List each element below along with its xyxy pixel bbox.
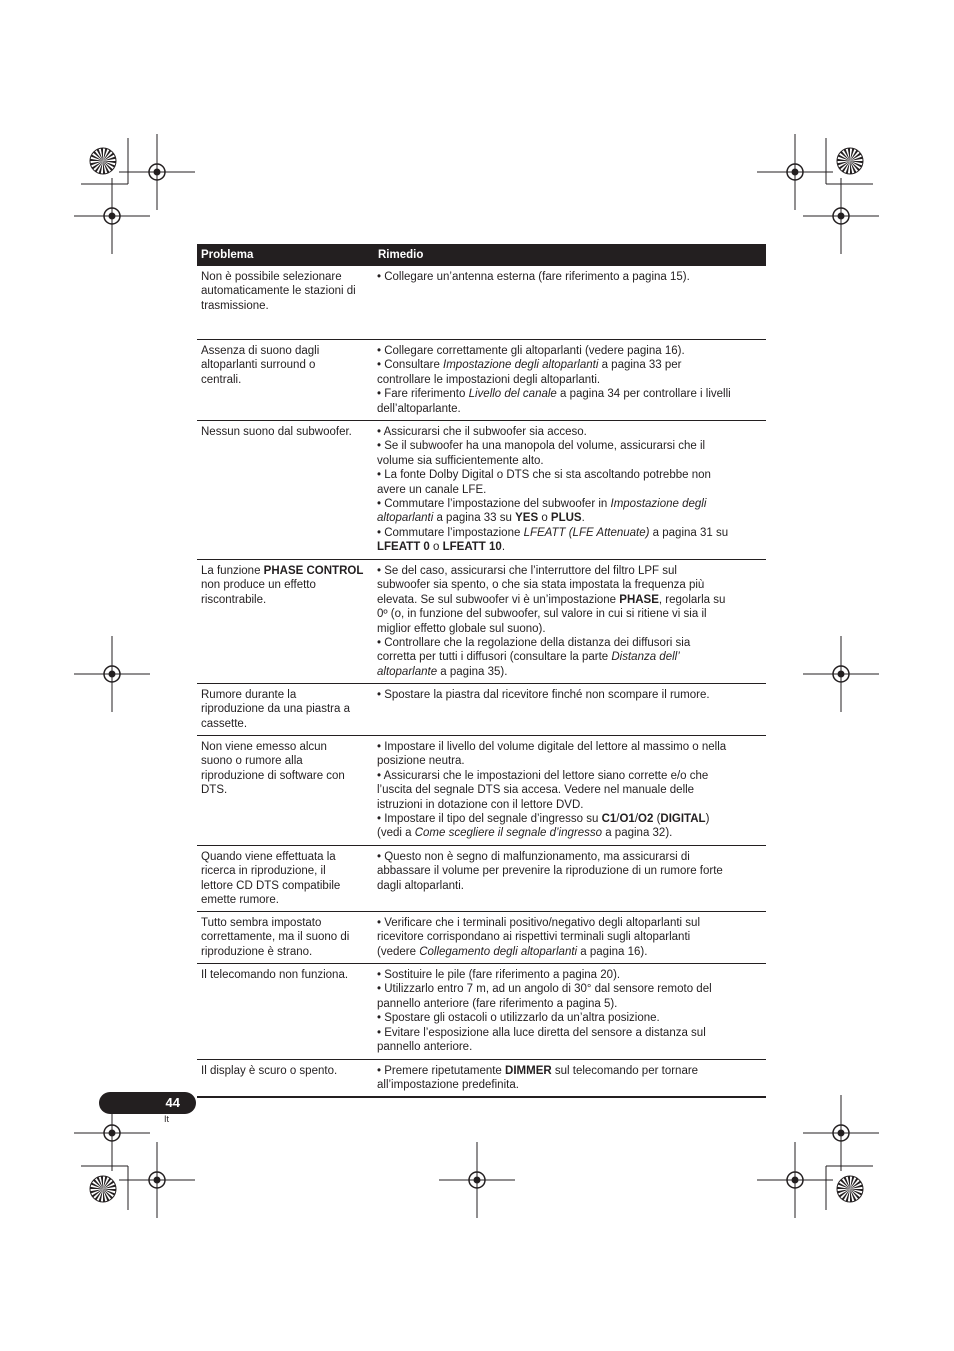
- remedy-text: • Impostare il livello del volume digitale del lettore al massimo o nella posizione neutra. • Assicurarsi che le impostazioni del lettore siano corrette e/o che l’uscita del segnale DTS sia accesa. Vedere nel manuale delle istruzioni in dotazione con il lettore DVD. • Impostare il tipo del segnale d’ingresso su: [377, 741, 727, 826]
- remedy-text: a pagina 35).: [437, 665, 508, 678]
- remedy-cell: [373, 560, 766, 683]
- remedy-cell: [373, 846, 766, 911]
- remedy-text: Impostazione degli altoparlanti: [377, 498, 707, 525]
- remedy-cell: [373, 340, 766, 420]
- troubleshooting-table: [197, 244, 766, 1098]
- page-number: 44: [165, 1095, 180, 1110]
- problem-cell: [197, 846, 373, 911]
- remedy-cell: [373, 964, 766, 1059]
- remedy-text: a pagina 34 per controllare i livelli dell’altoparlante.: [377, 388, 731, 415]
- problem-cell: [197, 964, 373, 1059]
- problem-cell: [197, 912, 373, 963]
- remedy-text: /: [616, 813, 620, 826]
- crosshair-mark: [74, 178, 150, 254]
- problem-text: Non è possibile selezionare automaticamente le stazioni di trasmissione.: [201, 271, 356, 312]
- problem-text: Tutto sembra impostato correttamente, ma il suono di riproduzione è strano.: [201, 917, 350, 958]
- remedy-text: Distanza dell’ altoparlante: [377, 651, 680, 678]
- remedy-text: DIGITAL: [660, 813, 706, 826]
- table-body: [197, 266, 766, 1098]
- problem-text: Quando viene effettuata la ricerca in riproduzione, il lettore CD DTS compatibile emette rumore.: [201, 851, 341, 907]
- remedy-text: C1: [601, 813, 617, 826]
- remedy-cell: [373, 912, 766, 963]
- table-row: [197, 684, 766, 736]
- remedy-text: • Se del caso, assicurarsi che l’interruttore del filtro LPF sul subwoofer sia spento, o che sia stata impostata la frequenza più elevata. Se sul subwoofer vi è un’impostazione: [377, 565, 705, 606]
- remedy-text: .: [501, 541, 506, 554]
- remedy-text: • Premere ripetutamente: [377, 1065, 506, 1077]
- remedy-text: • Questo non è segno di malfunzionamento, ma assicurarsi di abbassare il volume per prevenire la riproduzione di un rumore forte dagli altoparlanti.: [377, 851, 723, 892]
- remedy-text: O2: [638, 813, 654, 826]
- crosshair-mark: [803, 636, 879, 712]
- remedy-text: Impostazione degli altoparlanti: [443, 359, 599, 372]
- remedy-text: sul telecomando per tornare all’impostazione predefinita.: [377, 1065, 699, 1092]
- table-row: [197, 964, 766, 1060]
- problem-cell: [197, 736, 373, 845]
- remedy-text: • Sostituire le pile (fare riferimento a pagina 20). • Utilizzarlo entro 7 m, ad un angolo di 30° dal sensore remoto del pannello anteriore (fare riferimento a pagina 5). • Spostare gli ostacoli o utilizzarlo da un’altra posizione. • Evitare l’esposizione alla luce diretta del sensore a distanza sul pannello anteriore.: [377, 969, 712, 1054]
- table-row: [197, 421, 766, 560]
- table-row: [197, 736, 766, 846]
- remedy-text: • Collegare un’antenna esterna (fare riferimento a pagina 15).: [377, 271, 690, 283]
- remedy-text: LFEATT 0: [377, 541, 430, 554]
- remedy-text: DIMMER: [505, 1065, 552, 1077]
- remedy-cell: [373, 266, 766, 339]
- language-code: It: [164, 1114, 170, 1124]
- problem-text: Il display è scuro o spento.: [201, 1065, 338, 1077]
- remedy-text: ) (vedi a: [377, 813, 710, 840]
- problem-text: La funzione: [201, 565, 264, 577]
- problem-text: Non viene emesso alcun suono o rumore alla riproduzione di software con DTS.: [201, 741, 345, 797]
- table-row: [197, 846, 766, 912]
- remedy-text: • Collegare correttamente gli altoparlanti (vedere pagina 16). • Consultare: [377, 345, 685, 372]
- remedy-text: a pagina 33 su: [433, 512, 516, 525]
- remedy-text: a pagina 31 su: [652, 526, 729, 539]
- remedy-text: Collegamento degli altoparlanti: [419, 945, 578, 958]
- page-number-tab: [99, 1092, 196, 1114]
- crosshair-mark: [803, 1095, 879, 1171]
- table-row: [197, 912, 766, 964]
- problem-cell: [197, 266, 373, 339]
- problem-cell: [197, 1060, 373, 1096]
- starburst-mark: [90, 148, 116, 174]
- table-header: [197, 244, 766, 266]
- crosshair-mark: [439, 1142, 515, 1218]
- problem-text: Nessun suono dal subwoofer.: [201, 426, 352, 438]
- problem-cell: [197, 560, 373, 683]
- crosshair-mark: [119, 134, 195, 210]
- problem-cell: [197, 340, 373, 420]
- problem-text: Assenza di suono dagli altoparlanti surround o centrali.: [201, 345, 320, 386]
- remedy-text: PLUS: [550, 512, 582, 525]
- remedy-text: • Assicurarsi che il subwoofer sia acceso. • Se il subwoofer ha una manopola del volume, assicurarsi che il volume sia sufficientemente alto. • La fonte Dolby Digital o DTS che si sta ascoltando potrebbe non avere un canale LFE. • Commutare l’impostazione del subwoofer in: [377, 426, 711, 511]
- remedy-text: , regolarla su 0º (o, in funzione del subwoofer, sul valore in cui si ritiene vi sia il miglior effetto globale sul suono). • Controllare che la regolazione della distanza dei diffusori sia corretta per tutti i diffusori (consultare la parte: [377, 593, 726, 664]
- problem-cell: [197, 684, 373, 735]
- remedy-text: • Spostare la piastra dal ricevitore finché non scompare il rumore.: [377, 689, 710, 701]
- remedy-text: PHASE: [619, 593, 659, 606]
- remedy-text: Come scegliere il segnale d’ingresso: [414, 827, 603, 840]
- remedy-cell: [373, 736, 766, 845]
- remedy-cell: [373, 421, 766, 559]
- problem-cell: [197, 421, 373, 559]
- remedy-text: YES: [515, 512, 539, 525]
- crosshair-mark: [119, 1142, 195, 1218]
- remedy-text: O1: [619, 813, 635, 826]
- remedy-text: (: [653, 813, 661, 826]
- crosshair-mark: [757, 134, 833, 210]
- crosshair-mark: [74, 636, 150, 712]
- problem-text: PHASE CONTROL: [263, 565, 364, 577]
- remedy-text: a pagina 32).: [602, 827, 673, 840]
- table-row: [197, 560, 766, 684]
- starburst-mark: [837, 1176, 863, 1202]
- remedy-text: . • Commutare l’impostazione: [377, 512, 585, 539]
- problem-text: non produce un effetto riscontrabile.: [201, 579, 316, 606]
- crosshair-mark: [803, 178, 879, 254]
- remedy-text: o: [538, 512, 551, 525]
- remedy-cell: [373, 684, 766, 735]
- crosshair-mark: [757, 1142, 833, 1218]
- problem-text: Il telecomando non funziona.: [201, 969, 349, 981]
- starburst-mark: [837, 148, 863, 174]
- remedy-cell: [373, 1060, 766, 1096]
- starburst-mark: [90, 1176, 116, 1202]
- remedy-text: o: [429, 541, 443, 554]
- problem-text: Rumore durante la riproduzione da una piastra a cassette.: [201, 689, 350, 730]
- table-row: [197, 1060, 766, 1098]
- header-problem: Problema: [201, 249, 254, 261]
- remedy-text: LFEATT 10: [442, 541, 502, 554]
- table-row: [197, 340, 766, 421]
- remedy-text: LFEATT (LFE Attenuate): [523, 526, 650, 539]
- table-row: [197, 266, 766, 340]
- remedy-text: /: [634, 813, 639, 826]
- header-remedy: Rimedio: [378, 249, 424, 261]
- remedy-text: a pagina 33 per controllare le impostazioni degli altoparlanti. • Fare riferimento: [377, 359, 682, 401]
- remedy-text: • Verificare che i terminali positivo/negativo degli altoparlanti sul ricevitore corrispondano ai rispettivi terminali sugli altoparlanti (vedere: [377, 917, 700, 958]
- remedy-text: a pagina 16).: [577, 945, 648, 958]
- remedy-text: Livello del canale: [468, 388, 557, 401]
